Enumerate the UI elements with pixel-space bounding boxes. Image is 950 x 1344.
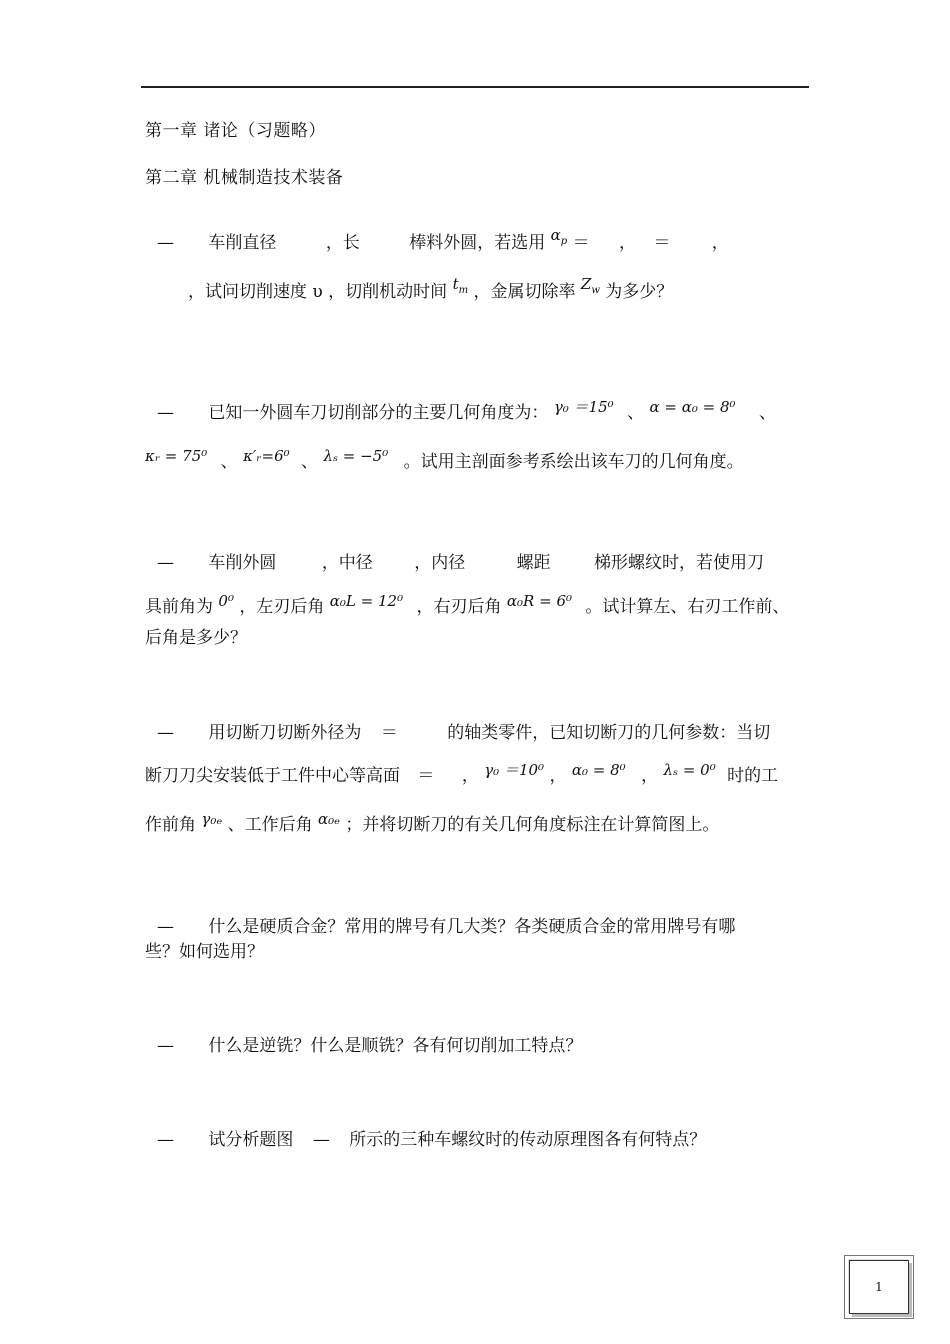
chapter-1-heading: 第一章 诸论（习题略） [145,121,326,141]
formula-gamma0: γ₀ ＝10⁰ [484,761,545,779]
text: 用切断刀切断外径为 [208,723,362,743]
question-3-line-1 [145,548,764,573]
question-number: — [157,403,174,423]
text: 所示的三种车螺纹时的传动原理图各有何特点？ [349,1130,707,1150]
symbol-t-m: $t_m$ [452,275,469,296]
text: 为多少？ [605,282,674,302]
separator: 、 [627,403,645,423]
question-5-line-2: 些？如何选用？ [145,942,264,962]
text: 断刀刀尖安装低于工件中心等高面 [145,766,400,786]
question-3-line-3: 后角是多少？ [145,628,247,648]
equals: ＝ [653,233,671,253]
question-number: — [157,723,174,743]
comma: ， [711,233,729,253]
header-rule [141,86,809,88]
text: ；并将切断刀的有关几何角度标注在计算简图上。 [345,815,720,835]
formula-alpha: α = α₀ = 8⁰ [649,398,736,416]
text: 棒料外圆，若选用 [409,233,546,253]
question-3-line-2 [145,592,789,617]
text: ，右刃后角 [416,597,502,617]
equals: ＝ [380,723,398,743]
text: 。试用主剖面参考系绘出该车刀的几何角度。 [403,452,744,472]
text: 。试计算左、右刃工作前、 [585,597,790,617]
text: 、工作后角 [227,815,313,835]
question-2-line-1 [145,398,776,423]
formula-lambda-s: λₛ = −5⁰ [323,447,389,465]
question-number: — [157,917,174,937]
text: 具前角为 [145,597,213,617]
formula-lambda-s: λₛ = 0⁰ [663,761,716,779]
question-1-line-2 [188,277,673,304]
text: ，内径 [414,553,466,573]
question-4-line-2 [145,761,778,786]
text: ，左刃后角 [239,597,325,617]
separator: 、 [301,452,319,472]
question-1-line-1 [145,228,729,255]
text: 车削外圆 [208,553,277,573]
comma: ， [461,766,479,786]
separator: 、 [758,403,776,423]
equals: ＝ [417,766,435,786]
text: 螺距 [516,553,551,573]
text: 已知一外圆车刀切削部分的主要几何角度为： [208,403,549,423]
question-number: — [157,553,174,573]
formula-alpha-0R: α₀R = 6⁰ [506,592,573,610]
formula-gamma0e: γ₀ₑ [201,810,223,828]
formula-kappa-r: κᵣ = 75⁰ [145,447,208,465]
question-number: — [157,233,174,253]
question-number: — [157,1036,174,1056]
text: 作前角 [145,815,196,835]
formula-alpha-0L: α₀L = 12⁰ [329,592,404,610]
text: ，金属切除率 [473,282,576,302]
text: ，中径 [321,553,373,573]
symbol-z-w: $Z_w$ [580,275,600,296]
text: 时的工 [727,766,779,786]
question-number: — [157,1130,174,1150]
text: ，试问切削速度 υ ，切削机动时间 [188,282,448,302]
formula-alpha0: α₀ = 8⁰ [571,761,626,779]
text: 什么是硬质合金？常用的牌号有几大类？各类硬质合金的常用牌号有哪 [208,917,736,937]
equals: ＝ [572,233,590,253]
dash: — [312,1130,330,1150]
question-4-line-3 [145,810,719,835]
question-6-line-1 [145,1031,582,1056]
formula-zero-degree: 0⁰ [218,592,234,610]
formula-gamma0: γ₀ ＝15⁰ [553,398,614,416]
separator: 、 [220,452,238,472]
question-5-line-1 [145,912,735,937]
question-7-line-1 [145,1125,706,1150]
text: 车削直径 [208,233,277,253]
chapter-2-heading: 第二章 机械制造技术装备 [145,168,344,188]
separator: ， [549,766,567,786]
text: 什么是逆铣？什么是顺铣？各有何切削加工特点？ [208,1036,583,1056]
symbol-alpha-p: $\alpha_p$ [550,226,568,247]
text: 梯形螺纹时，若使用刀 [594,553,765,573]
page-number-box [849,1260,909,1314]
question-2-line-2 [145,447,744,472]
comma: ， [618,233,636,253]
text: 试分析题图 [208,1130,294,1150]
question-4-line-1 [145,718,770,743]
text: 的轴类零件，已知切断刀的几何参数：当切 [447,723,771,743]
separator: ， [641,766,659,786]
formula-alpha0e: α₀ₑ [318,810,340,828]
formula-kappa-r-prime: κ′ᵣ=6⁰ [243,447,290,465]
page-number: 1 [875,1280,883,1294]
text: ，长 [325,233,360,253]
